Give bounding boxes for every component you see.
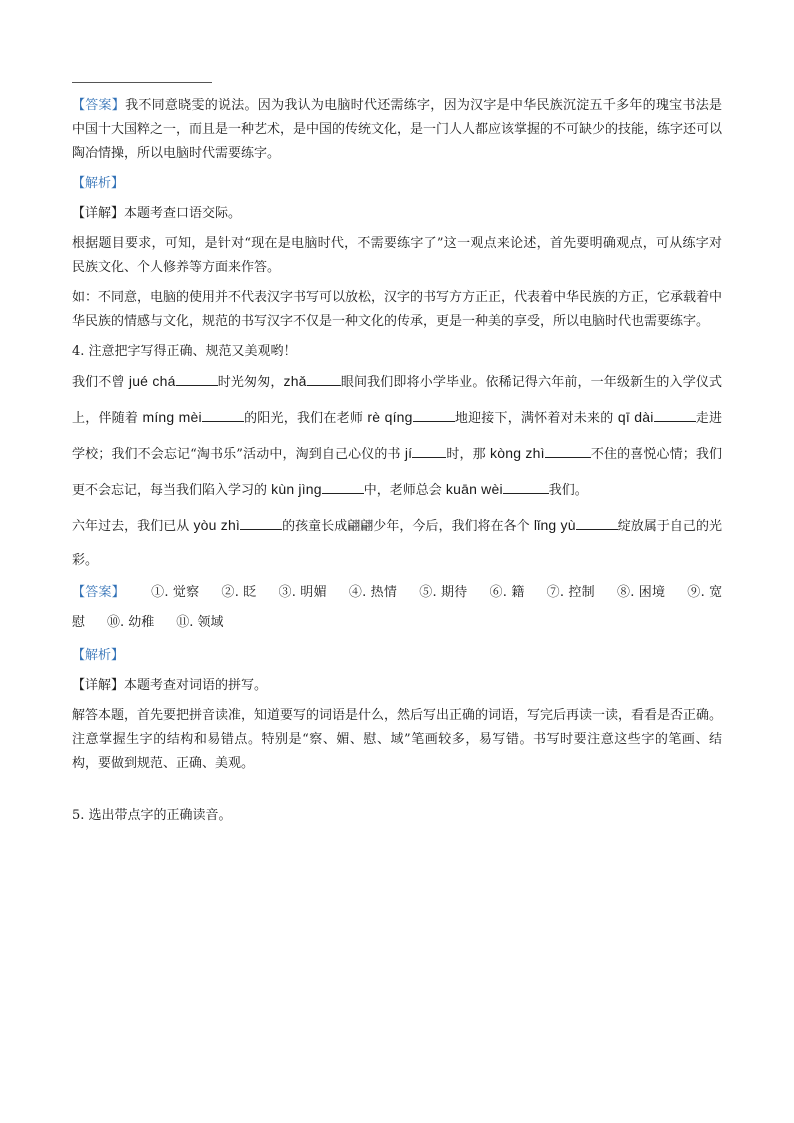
q3-paragraph-2: 如：不同意，电脑的使用并不代表汉字书写可以放松，汉字的书写方方正正，代表着中华民族的方正，它承载着中华民族的情感与文化，规范的书写汉字不仅是一种文化的传承，更是一种美的享受，所以电脑时代也需要练字。 <box>72 290 723 329</box>
answer-blank[interactable] <box>202 407 244 422</box>
pinyin-mingmei: míng mèi <box>142 409 202 425</box>
answer-blank[interactable] <box>413 407 455 422</box>
pinyin-kongzhi: kòng zhì <box>490 445 545 461</box>
detail-label: 【详解】 <box>72 206 125 221</box>
q4-answers <box>72 578 722 638</box>
fill-text: 的孩童长成翩翩少年，今后，我们将在各个 <box>282 519 534 534</box>
fill-text: 六年过去，我们已从 <box>72 519 194 534</box>
answer-item: ①. 觉察 <box>151 585 200 600</box>
fill-text: 我们。 <box>548 483 588 498</box>
answer-item: ⑩. 幼稚 <box>107 615 155 630</box>
q5-title: 5. 选出带点字的正确读音。 <box>72 808 232 823</box>
pinyin-ji: jí <box>404 445 413 461</box>
pinyin-juecha: jué chá <box>128 373 176 389</box>
q4-fill-paragraph <box>72 364 722 508</box>
q4-detail <box>72 674 722 698</box>
q3-analysis-label <box>72 172 722 196</box>
q3-answer <box>72 94 722 166</box>
fill-text: 眼间我们即将小学毕业。依稀记得六年前，一年级新生的入学仪式上，伴随着 <box>72 375 722 426</box>
answer-text: 我不同意晓雯的说法。因为我认为电脑时代还需练字，因为汉字是中华民族沉淀五千多年的瑰宝书法是中国十大国粹之一，而且是一种艺术，是中国的传统文化，是一门人人都应该掌握的不可缺少的技能，练字还可以陶冶情操，所以电脑时代需要练字。 <box>72 98 723 161</box>
answer-item: ⑦. 控制 <box>546 585 595 600</box>
answer-blank[interactable] <box>654 407 696 422</box>
pinyin-zha: zhǎ <box>283 373 307 389</box>
fill-text: 我们不曾 <box>72 375 129 390</box>
q3-detail <box>72 202 722 226</box>
fill-text: 的阳光，我们在老师 <box>243 411 368 426</box>
pinyin-kuanwei: kuān wèi <box>445 481 503 497</box>
answer-blank[interactable] <box>412 443 446 458</box>
fill-text: 绽放属于自己的光彩。 <box>72 519 722 568</box>
answer-item: ②. 眨 <box>221 585 257 600</box>
answer-blank[interactable] <box>176 371 218 386</box>
section-spacer <box>72 776 722 804</box>
pinyin-qidai: qī dài <box>617 409 654 425</box>
fill-text: 时光匆匆， <box>217 375 284 390</box>
answer-item: ④. 热情 <box>348 585 398 600</box>
q3-paragraph-1: 根据题目要求，可知，是针对“现在是电脑时代，不需要练字了”这一观点来论述，首先要明确观点，可从练字对民族文化、个人修养等方面来作答。 <box>72 236 722 275</box>
answer-item: ⑪. 领域 <box>176 615 224 630</box>
detail-label: 【详解】 <box>72 678 125 693</box>
answer-blank[interactable] <box>576 515 618 530</box>
pinyin-youzhi: yòu zhì <box>193 517 241 533</box>
answer-item: ⑨. 宽慰 <box>72 585 723 630</box>
analysis-label: 【解析】 <box>72 648 125 663</box>
answer-blank[interactable] <box>322 479 364 494</box>
q4-fill-paragraph-2 <box>72 508 722 578</box>
q4-analysis-label <box>72 644 722 668</box>
detail-text: 本题考查口语交际。 <box>124 206 242 221</box>
answer-label: 【答案】 <box>72 585 126 600</box>
pinyin-kunjing: kùn jìng <box>271 481 322 497</box>
answer-item: ⑥. 籍 <box>489 585 525 600</box>
fill-text: 中，老师总会 <box>363 483 446 498</box>
analysis-label: 【解析】 <box>72 176 125 191</box>
fill-text: 地迎接下，满怀着对未来的 <box>454 411 618 426</box>
answer-item: ③. 明媚 <box>278 585 327 600</box>
answer-label: 【答案】 <box>72 98 126 113</box>
answer-blank[interactable] <box>307 371 341 386</box>
document-content <box>72 94 722 828</box>
answer-blank[interactable] <box>240 515 282 530</box>
answer-item: ⑧. 困境 <box>616 585 666 600</box>
answer-blank[interactable] <box>545 443 591 458</box>
footnote-rule <box>72 82 212 83</box>
pinyin-reqing: rè qíng <box>367 409 413 425</box>
fill-text: 时，那 <box>446 447 491 462</box>
answer-blank[interactable] <box>503 479 549 494</box>
answer-item: ⑤. 期待 <box>419 585 468 600</box>
q4-title: 4. 注意把字写得正确、规范又美观哟！ <box>72 344 297 359</box>
detail-text: 本题考查对词语的拼写。 <box>124 678 268 693</box>
q4-paragraph-1: 解答本题，首先要把拼音读准，知道要写的词语是什么，然后写出正确的词语，写完后再读一读，看看是否正确。注意掌握生字的结构和易错点。特别是“察、媚、慰、域”笔画较多，易写错。书写时要注意这些字的笔画、结构，要做到规范、正确、美观。 <box>72 708 723 771</box>
pinyin-lingyu: lǐng yù <box>533 517 576 533</box>
fill-text: 不住的喜悦心情；我们更不会忘记，每当我们陷入学习的 <box>72 447 722 498</box>
fill-text: 走进学校；我们不会忘记“淘书乐”活动中，淘到自己心仪的书 <box>72 411 722 462</box>
